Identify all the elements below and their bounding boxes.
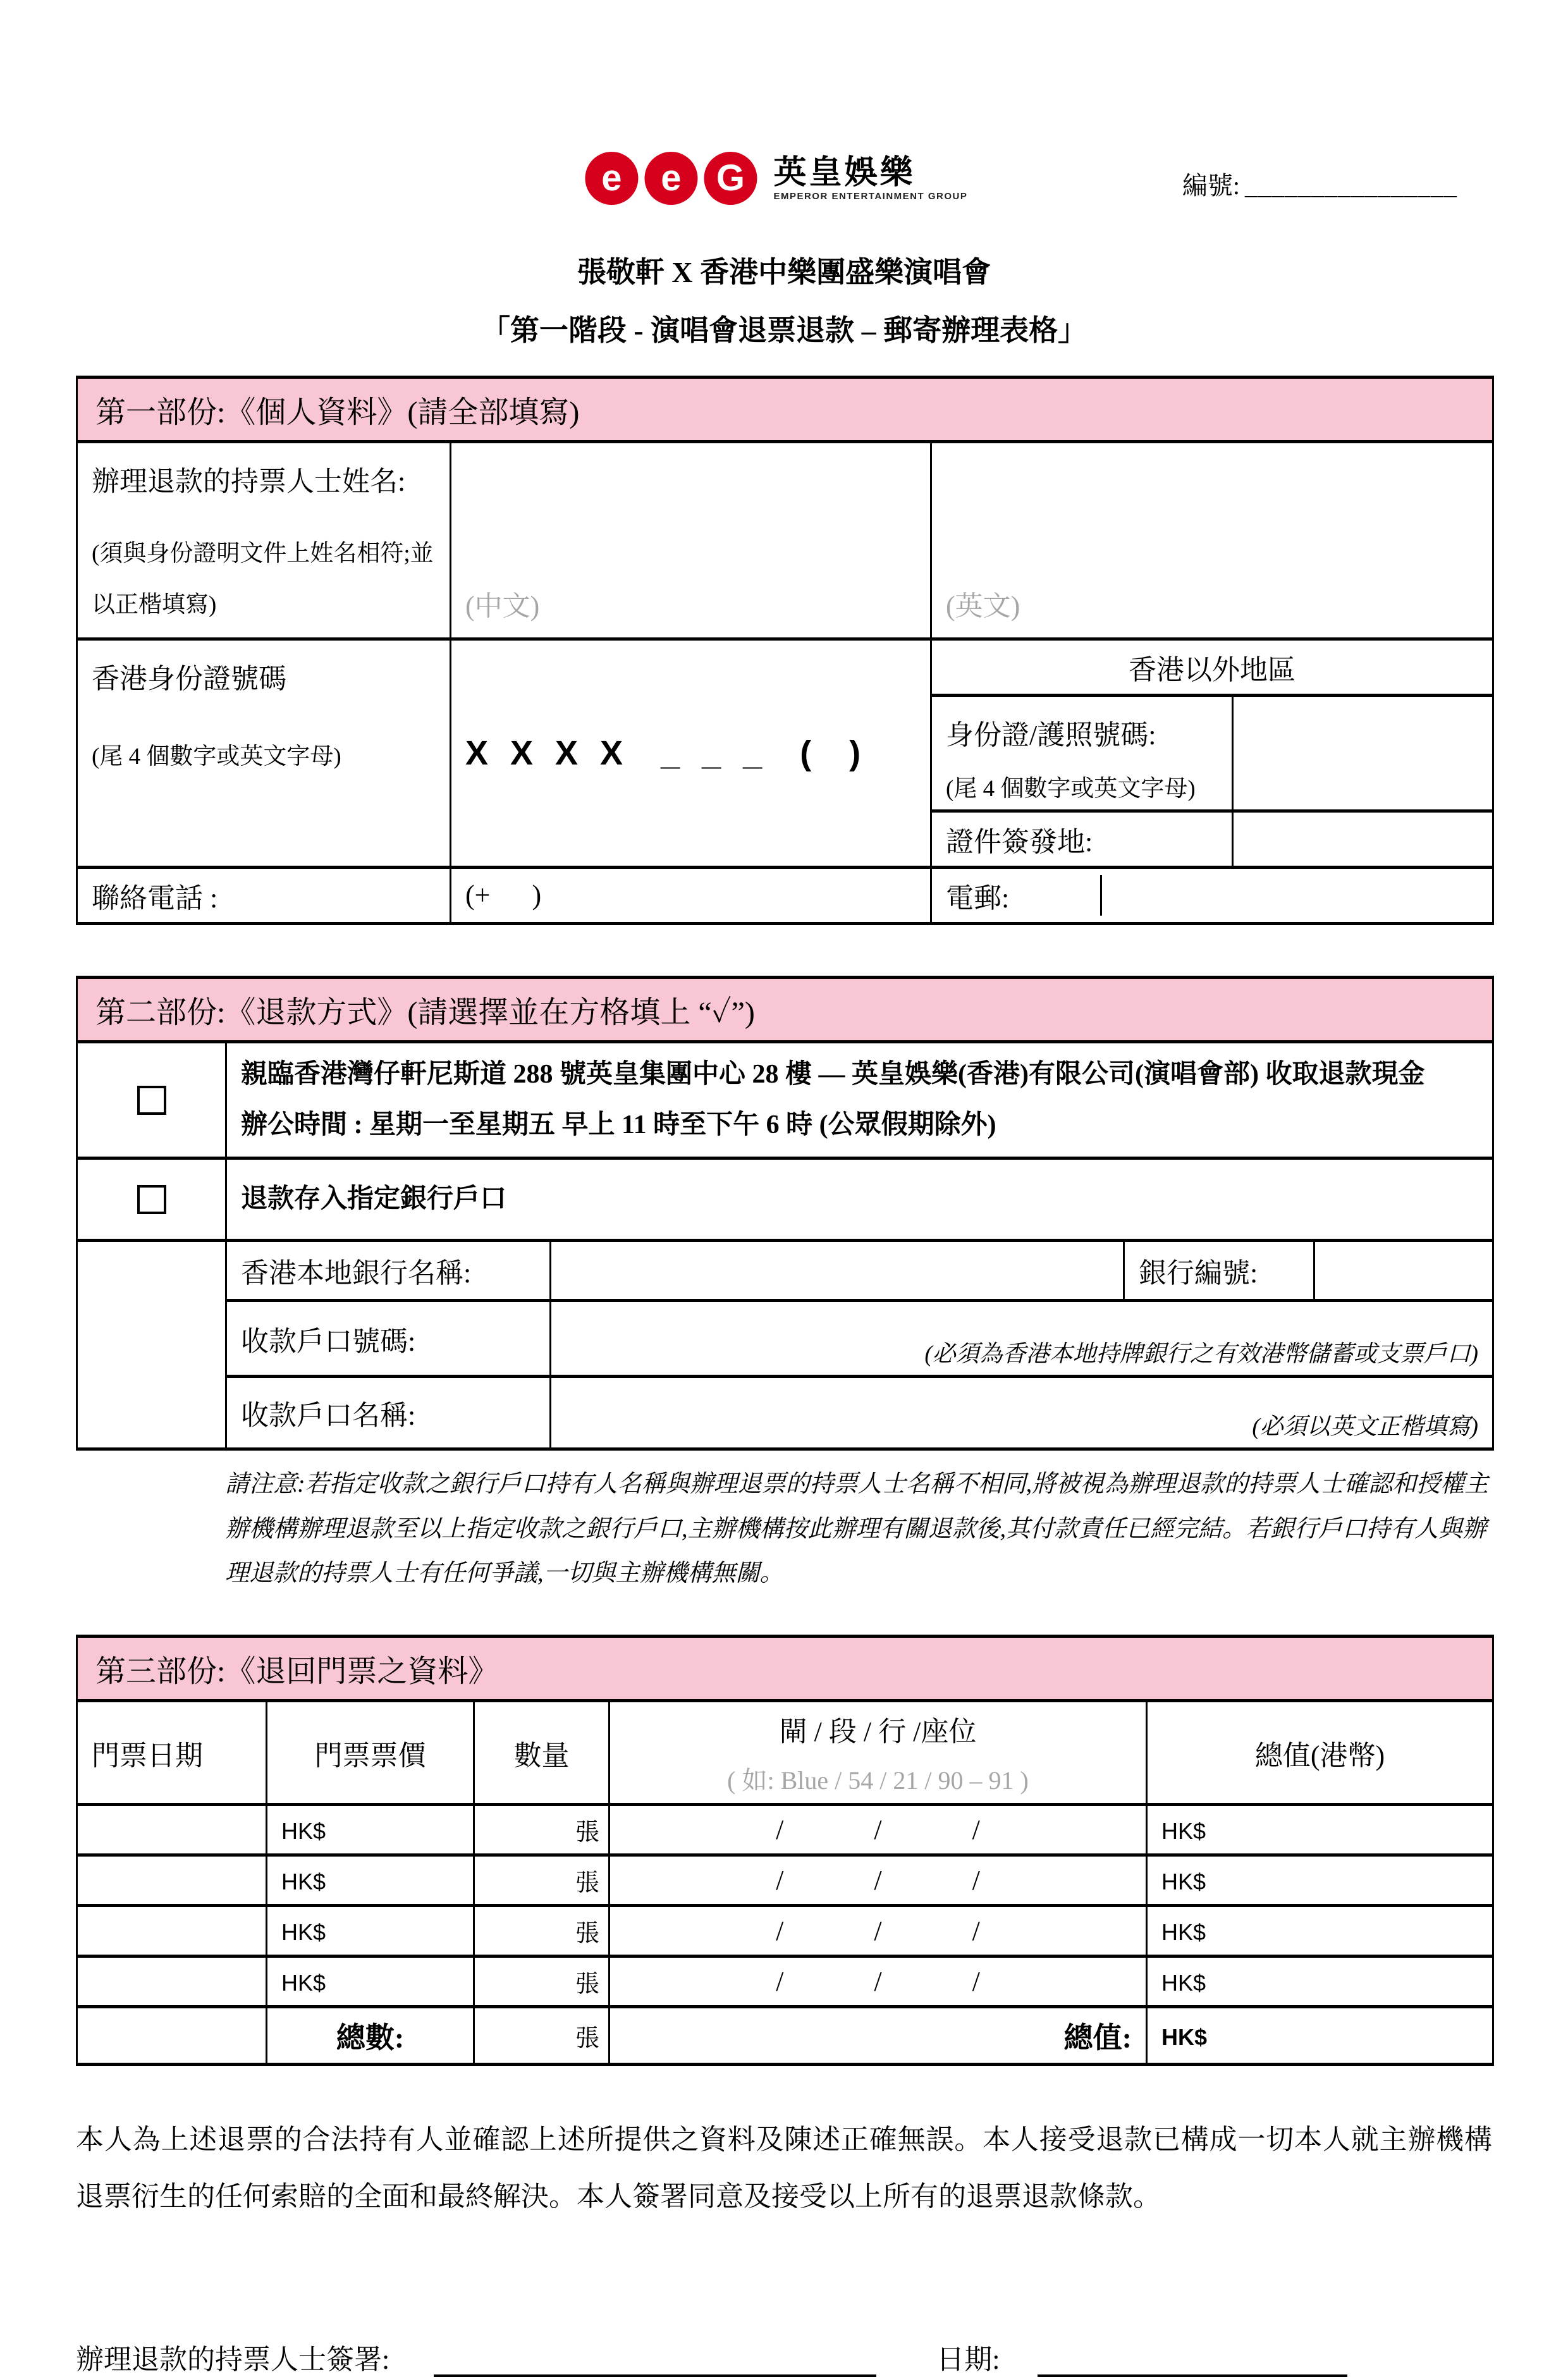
email-cell (931, 867, 1493, 923)
ticket-total-cell[interactable] (1147, 1906, 1493, 1956)
account-no-label-cell: 收款戶口號碼: (226, 1301, 551, 1377)
currency-prefix: HK$ (281, 1818, 326, 1845)
ticket-total-cell[interactable] (1147, 1855, 1493, 1906)
unit-label: 張 (575, 1870, 599, 1897)
account-name-input-cell[interactable] (551, 1377, 1493, 1449)
currency-prefix: HK$ (1161, 1818, 1206, 1845)
ticket-seat-cell[interactable]: / / / (609, 1906, 1147, 1956)
seat-header-main: 閘 / 段 / 行 /座位 (779, 1716, 977, 1748)
ticket-qty-cell[interactable] (474, 1805, 609, 1855)
option2-text-cell: 退款存入指定銀行戶口 (226, 1158, 1493, 1241)
ticket-date-cell[interactable] (77, 1956, 267, 2007)
passport-note: (尾 4 個數字或英文字母) (946, 775, 1196, 802)
signature-label: 辦理退款的持票人士簽署: (76, 2343, 390, 2375)
ticket-row (77, 1805, 1493, 1855)
issue-place-input-cell[interactable] (1233, 811, 1493, 867)
overseas-header-cell: 香港以外地區 (931, 639, 1493, 695)
ticket-price-cell[interactable] (267, 1805, 474, 1855)
part1-personal-info-table (76, 376, 1494, 925)
ticket-date-cell[interactable] (77, 1805, 267, 1855)
hkid-label: 香港身份證號碼 (92, 663, 286, 694)
col-header-total-value: 總值(港幣) (1147, 1701, 1493, 1805)
ticket-date-cell[interactable] (77, 1906, 267, 1956)
phone-prefix: (+ ) (465, 880, 542, 911)
option2-checkbox-cell (77, 1158, 226, 1241)
hkid-note: (尾 4 個數字或英文字母) (92, 743, 341, 770)
signature-row (76, 2337, 1492, 2377)
bank-code-label-cell: 銀行編號: (1124, 1241, 1314, 1301)
name-note: (須與身份證明文件上姓名相符;並以正楷填寫) (92, 541, 434, 618)
col-header-quantity: 數量 (474, 1701, 609, 1805)
currency-prefix: HK$ (281, 1970, 326, 1996)
bank-code-input-cell[interactable] (1314, 1241, 1493, 1301)
ticket-row (77, 1956, 1493, 2007)
account-no-note: (必須為香港本地持牌銀行之有效港幣儲蓄或支票戶口) (924, 1341, 1479, 1368)
passport-label-cell (931, 695, 1233, 811)
bank-indent-cell (77, 1241, 226, 1449)
eeg-logo-circle-e2-icon: e (644, 152, 697, 205)
part3-section-header: 第三部份:《退回門票之資料》 (77, 1637, 1493, 1701)
phone-input-cell[interactable] (451, 867, 931, 923)
chinese-placeholder: (中文) (465, 590, 540, 622)
currency-prefix: HK$ (1161, 1970, 1206, 1996)
total-qty-label-cell: 總數: (267, 2007, 474, 2065)
unit-label: 張 (575, 1971, 599, 1998)
ticket-qty-cell[interactable] (474, 1855, 609, 1906)
unit-label: 張 (575, 2025, 599, 2052)
account-name-label-cell: 收款戶口名稱: (226, 1377, 551, 1449)
option1-checkbox-cell (77, 1041, 226, 1158)
phone-label-cell: 聯絡電話 : (77, 867, 451, 923)
ticket-qty-cell[interactable] (474, 1906, 609, 1956)
seat-header-example: ( 如: Blue / 54 / 21 / 90 – 91 ) (727, 1766, 1029, 1795)
part2-refund-method-table (76, 976, 1494, 1451)
date-label: 日期: (936, 2343, 1000, 2375)
col-header-ticket-date: 門票日期 (77, 1701, 267, 1805)
eeg-logo-circles-icon (585, 152, 757, 205)
currency-prefix: HK$ (1161, 2024, 1208, 2050)
concert-title: 張敬軒 X 香港中樂團盛樂演唱會 (577, 256, 991, 288)
hkid-input-cell[interactable] (451, 639, 931, 867)
ticket-price-cell[interactable] (267, 1855, 474, 1906)
declaration-text: 本人為上述退票的合法持有人並確認上述所提供之資料及陳述正確無誤。本人接受退款已構成一切本人就主辦機構退票衍生的任何索賠的全面和最終解決。本人簽署同意及接受以上所有的退票退款條款。 (76, 2124, 1492, 2213)
ticket-price-cell[interactable] (267, 1956, 474, 2007)
passport-input-cell[interactable] (1233, 695, 1493, 811)
eeg-logo-circle-e1-icon: e (585, 152, 638, 205)
passport-label: 身份證/護照號碼: (946, 719, 1156, 751)
signature-line[interactable] (434, 2342, 876, 2377)
part3-ticket-table (76, 1635, 1494, 2066)
total-value-input-cell[interactable] (1147, 2007, 1493, 2065)
account-name-note: (必須以英文正楷填寫) (1252, 1414, 1479, 1440)
english-placeholder: (英文) (946, 590, 1020, 622)
currency-prefix: HK$ (281, 1919, 326, 1946)
unit-label: 張 (575, 1920, 599, 1948)
date-line[interactable] (1038, 2342, 1347, 2377)
ticket-total-row (77, 2007, 1493, 2065)
ticket-seat-cell[interactable]: / / / (609, 1805, 1147, 1855)
part2-section-header: 第二部份:《退款方式》(請選擇並在方格填上 “✓”) (77, 977, 1493, 1041)
name-english-input-cell[interactable] (931, 442, 1493, 639)
eeg-logo-english-name: EMPEROR ENTERTAINMENT GROUP (773, 191, 968, 202)
email-label: 電郵: (946, 882, 1010, 914)
option1-line1: 親臨香港灣仔軒尼斯道 288 號英皇集團中心 28 樓 — 英皇娛樂(香港)有限公司(演唱會部) 收取退款現金 (241, 1059, 1425, 1089)
name-label-cell (77, 442, 451, 639)
option2-checkbox[interactable] (137, 1185, 166, 1214)
ticket-row (77, 1906, 1493, 1956)
total-row-empty-cell (77, 2007, 267, 2065)
eeg-logo-text (773, 155, 967, 202)
ticket-qty-cell[interactable] (474, 1956, 609, 2007)
bank-name-input-cell[interactable] (551, 1241, 1124, 1301)
currency-prefix: HK$ (281, 1869, 326, 1895)
ticket-price-cell[interactable] (267, 1906, 474, 1956)
option1-line2: 辦公時間 : 星期一至星期五 早上 11 時至下午 6 時 (公眾假期除外) (241, 1110, 996, 1139)
reference-number (1182, 166, 1457, 202)
total-value-label-cell: 總值: (609, 2007, 1147, 2065)
account-no-input-cell[interactable] (551, 1301, 1493, 1377)
name-chinese-input-cell[interactable] (451, 442, 931, 639)
bank-name-label-cell: 香港本地銀行名稱: (226, 1241, 551, 1301)
reference-number-label: 編號: (1182, 171, 1240, 200)
eeg-logo-chinese-name: 英皇娛樂 (773, 154, 916, 191)
ticket-seat-cell[interactable]: / / / (609, 1956, 1147, 2007)
ticket-total-cell[interactable] (1147, 1956, 1493, 2007)
issue-place-label-cell: 證件簽發地: (931, 811, 1233, 867)
option1-text-cell (226, 1041, 1493, 1158)
currency-prefix: HK$ (1161, 1919, 1206, 1946)
page-header (76, 152, 1492, 228)
col-header-seat (609, 1701, 1147, 1805)
name-label: 辦理退款的持票人士姓名: (92, 466, 406, 497)
eeg-logo-circle-g-icon: G (704, 152, 757, 205)
part1-section-header: 第一部份:《個人資料》(請全部填寫) (77, 378, 1493, 442)
hkid-label-cell (77, 639, 451, 867)
total-qty-input-cell[interactable] (474, 2007, 609, 2065)
ticket-seat-cell[interactable]: / / / (609, 1855, 1147, 1906)
unit-label: 張 (575, 1819, 599, 1846)
eeg-logo (585, 152, 967, 205)
form-subtitle: 「第一階段 - 演唱會退票退款 – 郵寄辦理表格」 (481, 314, 1087, 347)
col-header-ticket-price: 門票票價 (267, 1701, 474, 1805)
reference-number-blank[interactable]: ________________ (1245, 171, 1457, 200)
currency-prefix: HK$ (1161, 1869, 1206, 1895)
email-input-cell[interactable] (1102, 875, 1492, 916)
ticket-row (77, 1855, 1493, 1906)
option1-checkbox[interactable] (137, 1086, 166, 1115)
bank-transfer-notice: 請注意:若指定收款之銀行戶口持有人名稱與辦理退票的持票人士名稱不相同,將被視為辦理退款的持票人士確認和授權主辦機構辦理退款至以上指定收款之銀行戶口,主辦機構按此辦理有關退款後,其付款責任已經完結。若銀行戶口持有人與辦理退款的持票人士有任何爭議,一切與主辦機構無關。 (225, 1471, 1489, 1587)
hkid-mask: X X X X _ _ _ ( ) (465, 734, 867, 772)
ticket-total-cell[interactable] (1147, 1805, 1493, 1855)
ticket-date-cell[interactable] (77, 1855, 267, 1906)
